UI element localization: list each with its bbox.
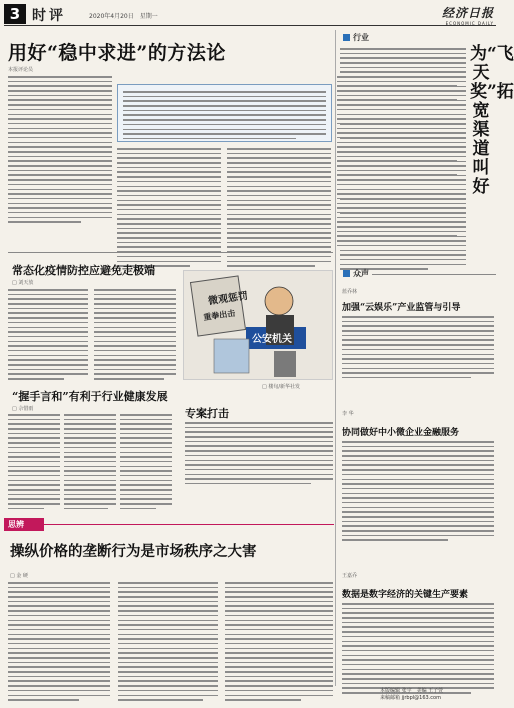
data-headline: 数据是数字经济的关键生产要素 [342,590,469,600]
epidemic-body-col1 [8,289,88,383]
thinking-section-bar: 思辨 [4,518,44,531]
feijiang-headline: 为“飞天奖”拓宽渠道叫好 [470,44,514,197]
summary-box [117,84,332,142]
date-line: 2020年4月20日 星期一 [89,13,158,20]
editorial-cartoon [183,270,333,380]
cartoon-label: 公安机关 [252,334,292,345]
footer-email: 来稿邮箱 jjrbpl@163.com [380,695,441,701]
public-rule [372,274,496,275]
crackdown-body [185,422,333,488]
page-header [4,4,496,26]
public-section-tag: 众声 [340,268,369,280]
cloud-byline: 蓝乔林 [342,289,358,295]
cartoon-sign-line: 重拳出击 [202,308,236,323]
epidemic-headline: 常态化疫情防控应避免走极端 [12,264,155,277]
footer-editor: 本版编辑 张宇 美编 王子萱 [380,688,444,694]
feijiang-body [340,48,466,273]
price-byline: □ 金 硬 [10,573,28,579]
cloud-headline: 加强“云娱乐”产业监管与引导 [342,303,461,313]
column-divider [335,30,336,686]
main-headline: 用好“稳中求进”的方法论 [8,42,226,64]
thinking-rule [44,524,334,525]
gaming-body-col2 [64,414,116,512]
price-body-col1 [8,582,110,704]
crackdown-headline: 专案打击 [185,407,229,420]
divider [8,252,333,253]
cartoon-illustration [184,271,334,381]
data-body [342,603,494,697]
gaming-body-col1 [8,414,60,512]
gaming-body-col3 [120,414,172,512]
epidemic-byline: □ 刘天放 [12,280,34,286]
section-square-icon [343,270,350,277]
page-footer [380,688,496,702]
section-square-icon [343,34,350,41]
finance-headline: 协同做好中小微企业金融服务 [342,428,460,438]
gaming-headline: “握手言和”有利于行业健康发展 [12,390,168,403]
page-number: 3 [4,4,26,24]
price-body-col2 [118,582,218,704]
masthead [442,4,494,26]
cartoon-caption: □ 楼旬/新华社发 [262,384,300,390]
main-body-col1 [8,76,112,226]
epidemic-body-col2 [94,289,176,383]
finance-body [342,441,494,544]
cloud-body [342,316,494,382]
gaming-byline: □ 佘惜雨 [12,406,34,412]
data-byline: 王嘉乔 [342,573,358,579]
cartoon-sign: 微观惩罚 [207,290,249,308]
price-headline: 操纵价格的垄断行为是市场秩序之大害 [10,543,257,560]
main-byline: 本报评论员 [8,67,34,73]
masthead-logo: 经济日报 [441,6,494,20]
price-body-col3 [225,582,333,704]
finance-byline: 李 华 [342,411,354,417]
masthead-english: ECONOMIC DAILY [445,21,494,26]
section-title: 时评 [32,8,66,24]
industry-section-tag: 行业 [340,32,369,44]
